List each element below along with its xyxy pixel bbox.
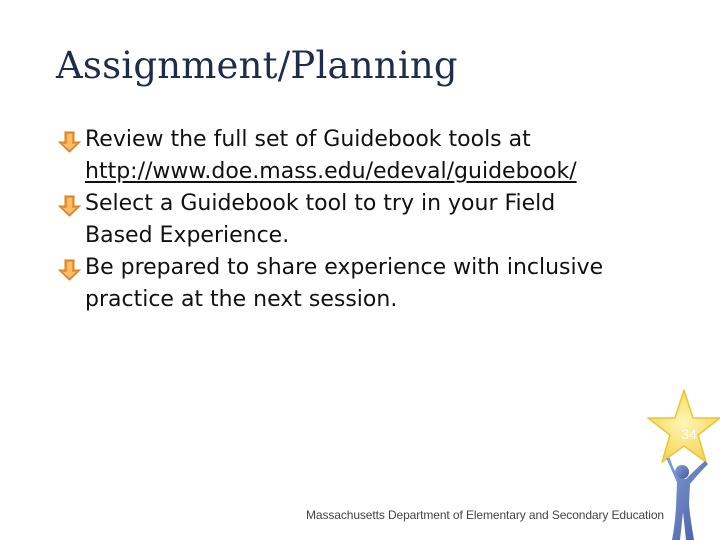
bullet-text: Select a Guidebook tool to try in your Field — [85, 191, 556, 216]
guidebook-link[interactable]: http://www.doe.mass.edu/edeval/guidebook/ — [85, 159, 577, 184]
bullet-item — [58, 124, 698, 188]
bullet-item — [58, 188, 698, 252]
page-number: 34 — [681, 426, 697, 442]
bullet-text: Be prepared to share experience with inclusive — [85, 255, 604, 280]
bullet-text: Based Experience. — [85, 223, 290, 248]
down-arrow-icon — [58, 259, 82, 281]
bullet-text: practice at the next session. — [85, 287, 398, 312]
down-arrow-icon — [58, 195, 82, 217]
down-arrow-icon — [58, 131, 82, 153]
slide-title: Assignment/Planning — [56, 44, 458, 87]
bullet-item — [58, 252, 698, 316]
footer-text: Massachusetts Department of Elementary and Secondary Education — [306, 508, 664, 522]
bullet-text: Review the full set of Guidebook tools at — [85, 127, 531, 152]
bullet-list — [58, 124, 698, 316]
